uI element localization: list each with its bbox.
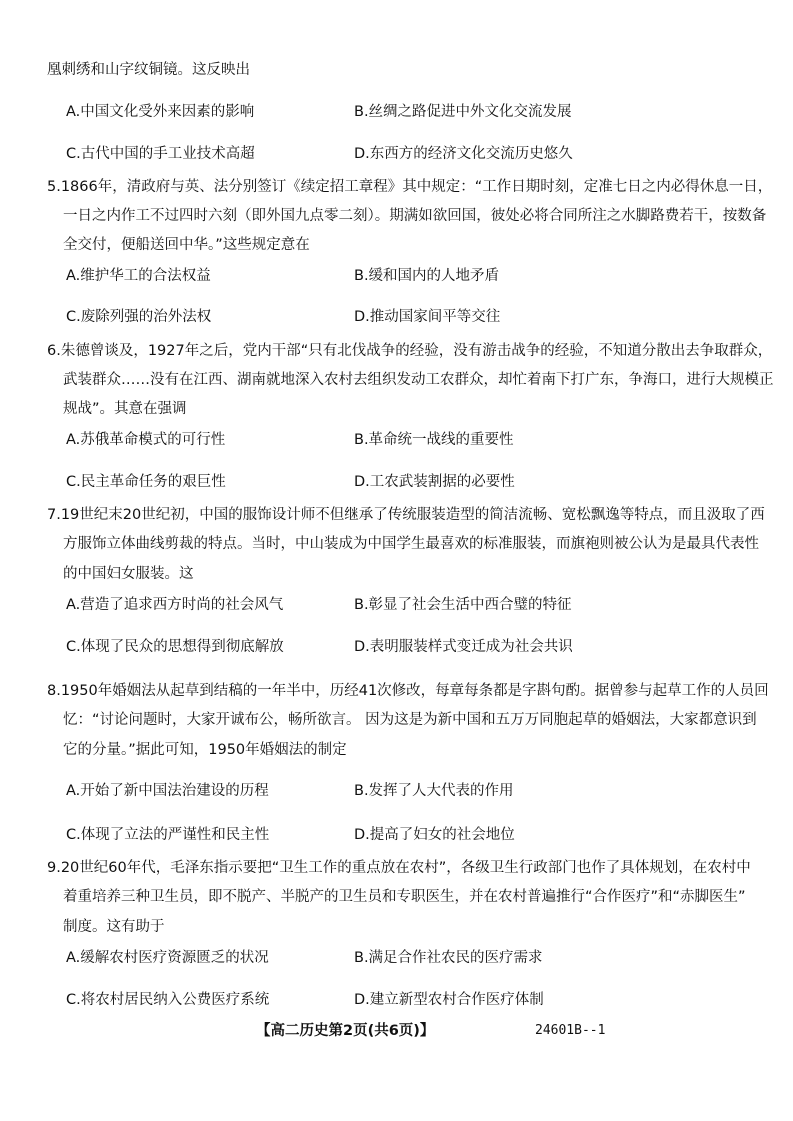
q4-option-d[interactable]: D.东西方的经济文化交流历史悠久 [354,146,573,162]
q9-option-a[interactable]: A.缓解农村医疗资源匮乏的状况 [66,950,269,966]
q5-stem-line-1: 5.1866年，清政府与英、法分别签订《续定招工章程》其中规定：“工作日期时刻，定准七日之内必得休息一日， [47,179,773,195]
q9-option-c[interactable]: C.将农村居民纳入公费医疗系统 [66,992,270,1008]
q5-stem-line-2: 一日之内作工不过四时六刻（即外国九点零二刻）。期满如欲回国，彼处必将合同所注之水脚路费若干，按数备 [63,208,767,224]
q5-option-b[interactable]: B.缓和国内的人地矛盾 [354,268,500,284]
q9-option-b[interactable]: B.满足合作社农民的医疗需求 [354,950,543,966]
q6-option-b[interactable]: B.革命统一战线的重要性 [354,432,514,448]
exam-code: 24601B--1 [535,1023,606,1038]
q8-option-a[interactable]: A.开始了新中国法治建设的历程 [66,783,269,799]
q5-option-c[interactable]: C.废除列强的治外法权 [66,309,212,325]
q7-stem-line-3: 的中国妇女服装。这 [63,566,194,582]
q5-stem-line-3: 全交付，便船送回中华。”这些规定意在 [63,237,310,253]
q4-option-a[interactable]: A.中国文化受外来因素的影响 [66,104,255,120]
q4-option-b[interactable]: B.丝绸之路促进中外文化交流发展 [354,104,572,120]
q8-stem-line-2: 忆：“讨论问题时，大家开诚布公，畅所欲言。 因为这是为新中国和五万万同胞起草的婚姻法，大家都意识到 [63,712,757,728]
q7-option-b[interactable]: B.彰显了社会生活中西合璧的特征 [354,597,572,613]
q8-stem-line-1: 8.1950年婚姻法从起草到结稿的一年半中，历经41次修改，每章每条都是字斟句酌。据曾参与起草工作的人员回 [47,683,769,699]
q9-stem-line-2: 着重培养三种卫生员，即不脱产、半脱产的卫生员和专职医生，并在农村普遍推行“合作医疗”和“赤脚医生” [63,889,746,905]
q8-option-d[interactable]: D.提高了妇女的社会地位 [354,827,515,843]
q6-option-a[interactable]: A.苏俄革命模式的可行性 [66,432,226,448]
q6-option-c[interactable]: C.民主革命任务的艰巨性 [66,474,226,490]
q7-option-c[interactable]: C.体现了民众的思想得到彻底解放 [66,639,284,655]
q8-option-c[interactable]: C.体现了立法的严谨性和民主性 [66,827,270,843]
intro-text: 凰刺绣和山字纹铜镜。这反映出 [47,62,250,78]
page-footer-label: 【高二历史第2页(共6页)】 [256,1023,435,1039]
q8-option-b[interactable]: B.发挥了人大代表的作用 [354,783,514,799]
q4-option-c[interactable]: C.古代中国的手工业技术高超 [66,146,255,162]
q7-stem-line-2: 方服饰立体曲线剪裁的特点。当时，中山装成为中国学生最喜欢的标准服装，而旗袍则被公认为是最具代表性 [63,536,759,552]
q6-stem-line-3: 规战”。其意在强调 [63,401,187,417]
q7-stem-line-1: 7.19世纪末20世纪初，中国的服饰设计师不但继承了传统服装造型的简洁流畅、宽松飘逸等特点，而且汲取了西 [47,507,765,523]
q8-stem-line-3: 它的分量。”据此可知，1950年婚姻法的制定 [63,742,347,758]
q6-option-d[interactable]: D.工农武装割据的必要性 [354,474,515,490]
q7-option-d[interactable]: D.表明服装样式变迁成为社会共识 [354,639,573,655]
q5-option-a[interactable]: A.维护华工的合法权益 [66,268,211,284]
q5-option-d[interactable]: D.推动国家间平等交往 [354,309,501,325]
q9-stem-line-1: 9.20世纪60年代，毛泽东指示要把“卫生工作的重点放在农村”，各级卫生行政部门也作了具体规划，在农村中 [47,860,751,876]
q6-stem-line-1: 6.朱德曾谈及，1927年之后，党内干部“只有北伐战争的经验，没有游击战争的经验，不知道分散出去争取群众， [47,343,773,359]
q9-stem-line-3: 制度。这有助于 [63,919,165,935]
q9-option-d[interactable]: D.建立新型农村合作医疗体制 [354,992,544,1008]
q7-option-a[interactable]: A.营造了追求西方时尚的社会风气 [66,597,284,613]
q6-stem-line-2: 武装群众……没有在江西、湖南就地深入农村去组织发动工农群众，却忙着南下打广东，争海口，进行大规模正 [63,372,774,388]
